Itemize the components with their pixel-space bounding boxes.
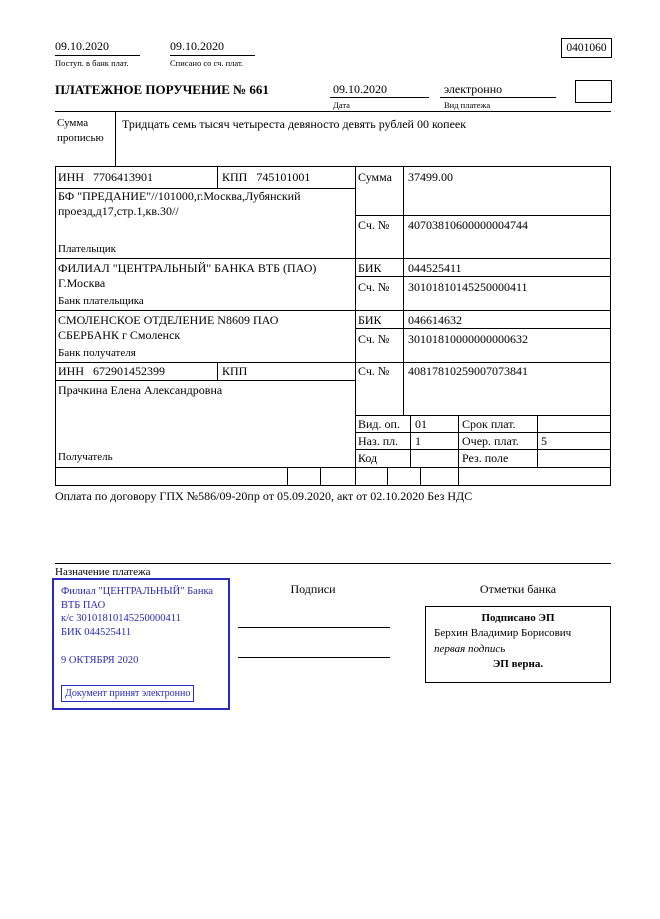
receiver-name: Прачкина Елена Александровна <box>58 383 223 397</box>
receiver-bank-name: СМОЛЕНСКОЕ ОТДЕЛЕНИЕ N8609 ПАО СБЕРБАНК г Смоленск <box>58 313 279 342</box>
priority-label: Очер. плат. <box>462 434 519 448</box>
payer-section-label: Плательщик <box>58 243 116 255</box>
grid-line <box>55 166 56 485</box>
document-date-label: Дата <box>333 100 350 110</box>
stamp-note: Документ принят электронно <box>61 685 194 702</box>
grid-line <box>320 467 321 485</box>
underline <box>55 55 140 56</box>
grid-line <box>217 166 218 188</box>
amount-words-value: Тридцать семь тысяч четыреста девяносто девять рублей 00 копеек <box>122 117 467 131</box>
grid-line <box>355 415 611 416</box>
grid-line <box>55 111 611 112</box>
grid-line <box>55 362 611 363</box>
grid-line <box>610 166 611 485</box>
grid-line <box>115 111 116 166</box>
grid-line <box>355 432 611 433</box>
payer-inn <box>58 170 153 185</box>
kpp-label: КПП <box>222 170 248 184</box>
payer-bank-bik-label: БИК <box>358 261 382 275</box>
amount-words-label: Сумма прописью <box>57 117 104 145</box>
empty-field-box <box>575 80 612 103</box>
grid-line <box>458 415 459 485</box>
signatures-label: Подписи <box>290 582 336 596</box>
signature-line <box>238 627 390 628</box>
grid-line <box>217 362 218 380</box>
underline <box>440 97 556 98</box>
amount-value: 37499.00 <box>408 170 453 184</box>
receiver-bank-section-label: Банк получателя <box>58 347 136 359</box>
kpp-label: КПП <box>222 364 248 378</box>
grid-line <box>355 166 356 485</box>
received-date-label: Поступ. в банк плат. <box>55 58 129 68</box>
payer-bank-bik: 044525411 <box>408 261 462 275</box>
grid-line <box>420 467 421 485</box>
debited-date: 09.10.2020 <box>170 39 224 53</box>
grid-line <box>55 166 611 167</box>
grid-line <box>55 563 611 564</box>
grid-line <box>55 258 611 259</box>
underline <box>170 55 255 56</box>
payment-kind: электронно <box>444 82 503 96</box>
underline <box>330 97 429 98</box>
receiver-bank-account: 30101810000000000632 <box>408 332 528 346</box>
grid-line <box>537 415 538 467</box>
grid-line <box>287 467 288 485</box>
op-kind-value: 01 <box>415 417 427 431</box>
grid-line <box>355 328 611 329</box>
ep-signer-name: Берхин Владимир Борисович <box>434 627 572 640</box>
payment-purpose-label: Назначение платежа <box>55 566 151 578</box>
receiver-bank-bik: 046614632 <box>408 313 462 327</box>
form-code-box <box>561 38 612 58</box>
ep-signer-role: первая подпись <box>434 642 506 655</box>
bank-marks-label: Отметки банка <box>479 582 557 596</box>
stamp-bank-name: Филиал "ЦЕНТРАЛЬНЫЙ" Банка ВТБ ПАО <box>61 586 214 611</box>
grid-line <box>355 276 611 277</box>
receiver-inn <box>58 364 165 379</box>
ep-valid: ЭП верна. <box>492 658 544 671</box>
payment-purpose: Оплата по договору ГПХ №586/09-20пр от 05.09.2020, акт от 02.10.2020 Без НДС <box>55 489 473 503</box>
reserve-label: Рез. поле <box>462 451 509 465</box>
receiver-account: 40817810259007073841 <box>408 364 528 378</box>
grid-line <box>355 449 611 450</box>
receiver-bank-account-label: Сч. № <box>358 332 390 346</box>
receiver-account-label: Сч. № <box>358 364 390 378</box>
receiver-bank-bik-label: БИК <box>358 313 382 327</box>
payer-kpp-value: 745101001 <box>256 170 311 184</box>
payer-account-label: Сч. № <box>358 218 390 232</box>
grid-line <box>403 166 404 415</box>
op-kind-label: Вид. оп. <box>358 417 400 431</box>
receiver-kpp <box>222 364 256 379</box>
payer-bank-account-label: Сч. № <box>358 280 390 294</box>
payer-inn-value: 7706413901 <box>93 170 153 184</box>
grid-line <box>55 310 611 311</box>
payer-kpp <box>222 170 310 185</box>
amount-label: Сумма <box>358 170 392 184</box>
purpose-code-value: 1 <box>415 434 421 448</box>
code-label: Код <box>358 451 378 465</box>
grid-line <box>55 380 355 381</box>
signature-line <box>238 657 390 658</box>
ep-signature-box <box>425 606 611 683</box>
payer-account: 40703810600000004744 <box>408 218 528 232</box>
inn-label: ИНН <box>58 170 84 184</box>
ep-title: Подписано ЭП <box>481 612 555 624</box>
payment-kind-label: Вид платежа <box>444 100 491 110</box>
term-label: Срок плат. <box>462 417 516 431</box>
debited-date-label: Списано со сч. плат. <box>170 58 244 68</box>
stamp-date: 9 ОКТЯБРЯ 2020 <box>61 654 139 666</box>
document-title: ПЛАТЕЖНОЕ ПОРУЧЕНИЕ № 661 <box>55 82 269 97</box>
inn-label: ИНН <box>58 364 84 378</box>
purpose-code-label: Наз. пл. <box>358 434 399 448</box>
form-code: 0401060 <box>566 42 607 54</box>
priority-value: 5 <box>541 434 547 448</box>
grid-line <box>55 485 611 486</box>
payer-bank-account: 30101810145250000411 <box>408 280 528 294</box>
document-date: 09.10.2020 <box>333 82 387 96</box>
grid-line <box>410 415 411 467</box>
payer-bank-name: ФИЛИАЛ "ЦЕНТРАЛЬНЫЙ" БАНКА ВТБ (ПАО) Г.Москва <box>58 261 317 290</box>
bank-stamp <box>52 578 230 710</box>
grid-line <box>387 467 388 485</box>
stamp-corr-account: к/с 30101810145250000411 <box>61 613 181 625</box>
receiver-section-label: Получатель <box>58 451 113 463</box>
stamp-bik: БИК 044525411 <box>61 626 132 638</box>
payer-bank-section-label: Банк плательщика <box>58 295 144 307</box>
grid-line <box>55 467 611 468</box>
received-date: 09.10.2020 <box>55 39 109 53</box>
grid-line <box>355 215 611 216</box>
receiver-inn-value: 672901452399 <box>93 364 165 378</box>
payer-name: БФ "ПРЕДАНИЕ"//101000,г.Москва,Лубянский проезд,д17,стр.1,кв.30// <box>58 189 301 218</box>
